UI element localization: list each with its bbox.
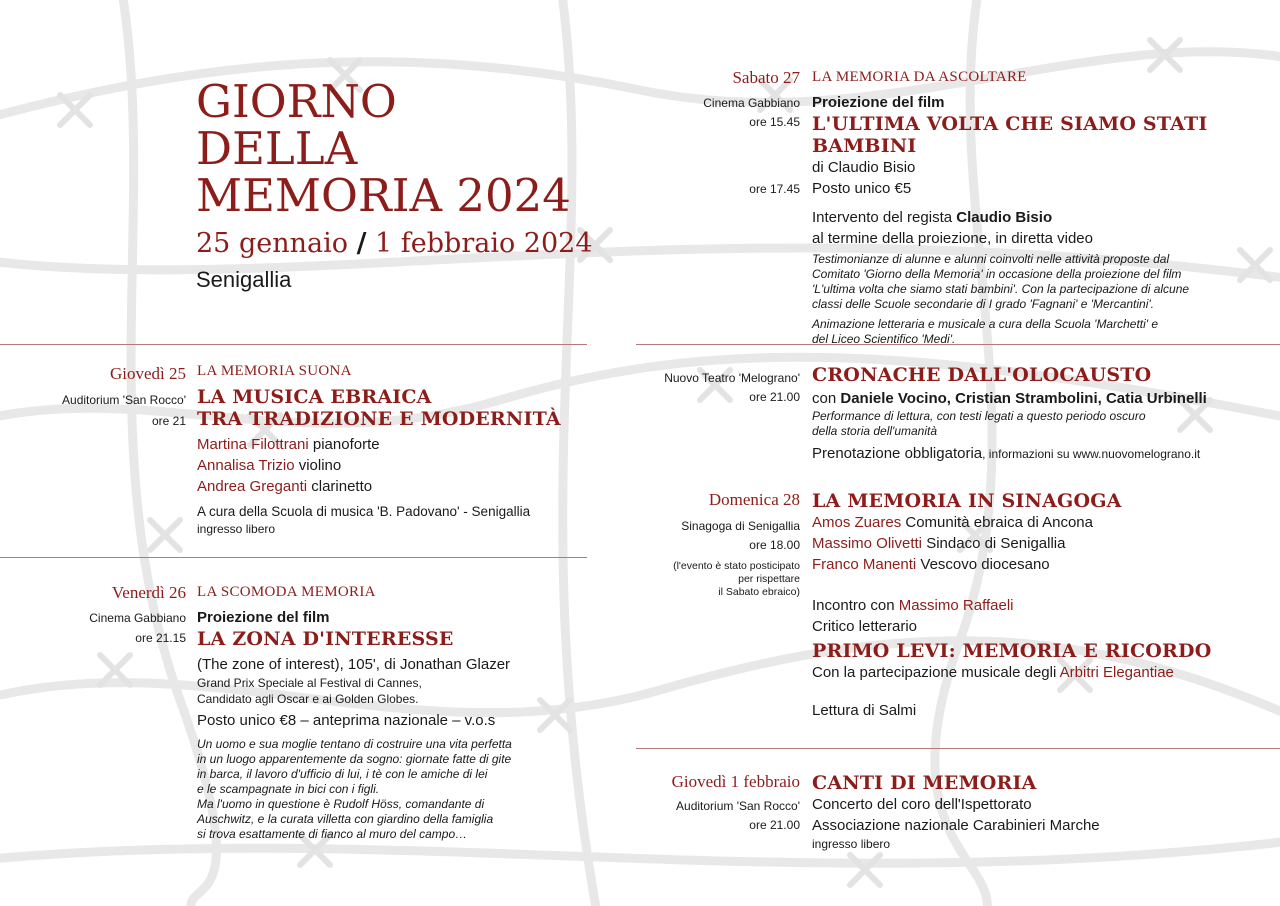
event-title: CRONACHE DALL'OLOCAUSTO (812, 364, 1152, 386)
day-label: Sabato 27 (732, 68, 800, 87)
concert-line: Associazione nazionale Carabinieri Marche (812, 817, 1100, 834)
price: Posto unico €5 (812, 180, 912, 197)
event-title-1: LA MUSICA EBRAICA (197, 386, 432, 408)
venue: Auditorium 'San Rocco' (676, 799, 800, 813)
event-title: L'ULTIMA VOLTA CHE SIAMO STATI BAMBINI (812, 113, 1208, 157)
sabato27-content (812, 68, 1272, 347)
title-line-1: GIORNO (196, 75, 397, 128)
intervento-note: al termine della proiezione, in diretta video (812, 230, 1093, 247)
sabato27-meta (600, 68, 800, 198)
speaker: Massimo Olivetti Sindaco di Senigallia (812, 535, 1066, 552)
award: Candidato agli Oscar e ai Golden Globes. (197, 692, 419, 706)
film-subtitle: (The zone of interest), 105', di Jonathan Glazer (197, 656, 511, 673)
cronache-meta (600, 370, 800, 406)
description: della storia dell'umanità (812, 424, 938, 438)
venerdi26-meta (0, 583, 186, 647)
event-subtitle: PRIMO LEVI: MEMORIA E RICORDO (812, 640, 1212, 662)
title-line-3: MEMORIA 2024 (196, 169, 571, 222)
date-start: 25 gennaio (196, 228, 348, 259)
film-intro: Proiezione del film (812, 94, 945, 111)
venerdi26-content (197, 583, 587, 842)
venue: Cinema Gabbiano (703, 96, 800, 110)
day-label: Giovedì 1 febbraio (671, 772, 800, 791)
concert-line: Concerto del coro dell'Ispettorato (812, 796, 1032, 813)
time: ore 21 (151, 414, 186, 428)
credit: A cura della Scuola di musica 'B. Padovano' - Senigallia (197, 504, 531, 519)
music-note: Con la partecipazione musicale degli Arbitri Elegantiae (812, 664, 1174, 681)
category: LA MEMORIA DA ASCOLTARE (812, 69, 1027, 85)
director: di Claudio Bisio (812, 159, 916, 176)
time: ore 21.15 (135, 631, 186, 645)
performer: Martina Filottrani pianoforte (197, 436, 380, 453)
venue: Sinagoga di Senigallia (681, 519, 800, 533)
giovedi25-content (197, 362, 587, 537)
time: ore 21.00 (749, 818, 800, 832)
cast: con Daniele Vocino, Cristian Strambolini, Catia Urbinelli (812, 390, 1207, 407)
divider (0, 557, 587, 558)
day-label: Domenica 28 (708, 490, 800, 509)
incontro: Incontro con Massimo Raffaeli (812, 597, 1014, 614)
day-label: Giovedì 25 (109, 364, 186, 383)
time: ore 17.45 (749, 182, 800, 196)
entry-note: ingresso libero (197, 522, 276, 536)
domenica28-content (812, 490, 1272, 721)
event-title: LA ZONA D'INTERESSE (197, 628, 454, 650)
speaker: Amos Zuares Comunità ebraica di Ancona (812, 514, 1093, 531)
event-title: LA MEMORIA IN SINAGOGA (812, 490, 1122, 512)
event-title: CANTI DI MEMORIA (812, 772, 1037, 794)
notes: Testimonianze di alunne e alunni coinvolti nelle attività proposte dal Comitato 'Giorno della Memoria' in occasione della proiezione del film 'L'ultima volta che siamo stati bambini'. Con la partecipazione di alcune classi delle Scuole secondarie di I grado 'Fagnani' e 'Mercantini'. (812, 252, 1190, 311)
notes: Animazione letteraria e musicale a cura della Scuola 'Marchetti' e del Liceo Scientifico 'Medi'. (812, 317, 1159, 346)
giovedi25-meta (0, 364, 186, 430)
time: ore 18.00 (749, 538, 800, 552)
postponed-note: (l'evento è stato posticipato per rispettare il Sabato ebraico) (673, 560, 800, 598)
divider (0, 344, 587, 345)
time: ore 21.00 (749, 390, 800, 404)
intervento: Intervento del regista Claudio Bisio (812, 209, 1053, 226)
event-dates (196, 228, 593, 260)
synopsis: Un uomo e sua moglie tentano di costruire una vita perfetta in un luogo apparentemente da sogno: giornate fatte di gite in barca, il lavoro d'ufficio di lui, i tè con le amiche di lei e le scampagnate in bici con i figli. Ma l'uomo in questione è Rudolf Höss, comandante di Auschwitz, e la curata villetta con giardino della famiglia si trova esattamente di fianco al muro del campo… (197, 737, 512, 841)
category: LA SCOMODA MEMORIA (197, 584, 376, 600)
giovedi1-content (812, 772, 1272, 852)
page-title (196, 75, 571, 222)
domenica28-meta (600, 490, 800, 599)
venue: Cinema Gabbiano (89, 611, 186, 625)
divider (636, 748, 1280, 749)
critic-role: Critico letterario (812, 618, 918, 635)
entry-note: ingresso libero (812, 837, 891, 851)
city: Senigallia (196, 267, 292, 292)
booking: Prenotazione obbligatoria, informazioni su www.nuovomelograno.it (812, 445, 1201, 462)
speaker: Franco Manenti Vescovo diocesano (812, 556, 1050, 573)
film-intro: Proiezione del film (197, 609, 330, 626)
day-label: Venerdì 26 (111, 583, 186, 602)
giovedi1-meta (600, 772, 800, 834)
performer: Andrea Greganti clarinetto (197, 478, 373, 495)
venue: Nuovo Teatro 'Melograno' (664, 371, 800, 385)
award: Grand Prix Speciale al Festival di Cannes, (197, 676, 422, 690)
date-end: 1 febbraio 2024 (375, 228, 593, 259)
category: LA MEMORIA SUONA (197, 363, 352, 379)
venue: Auditorium 'San Rocco' (62, 393, 186, 407)
date-separator: / (356, 228, 367, 259)
cronache-content (812, 364, 1272, 464)
salmi: Lettura di Salmi (812, 702, 917, 719)
title-line-2: DELLA (196, 122, 358, 175)
price: Posto unico €8 – anteprima nazionale – v.o.s (197, 712, 496, 729)
performer: Annalisa Trizio violino (197, 457, 342, 474)
event-title-2: TRA TRADIZIONE E MODERNITÀ (197, 408, 561, 430)
description: Performance di lettura, con testi legati a questo periodo oscuro (812, 409, 1146, 423)
time: ore 15.45 (749, 115, 800, 129)
